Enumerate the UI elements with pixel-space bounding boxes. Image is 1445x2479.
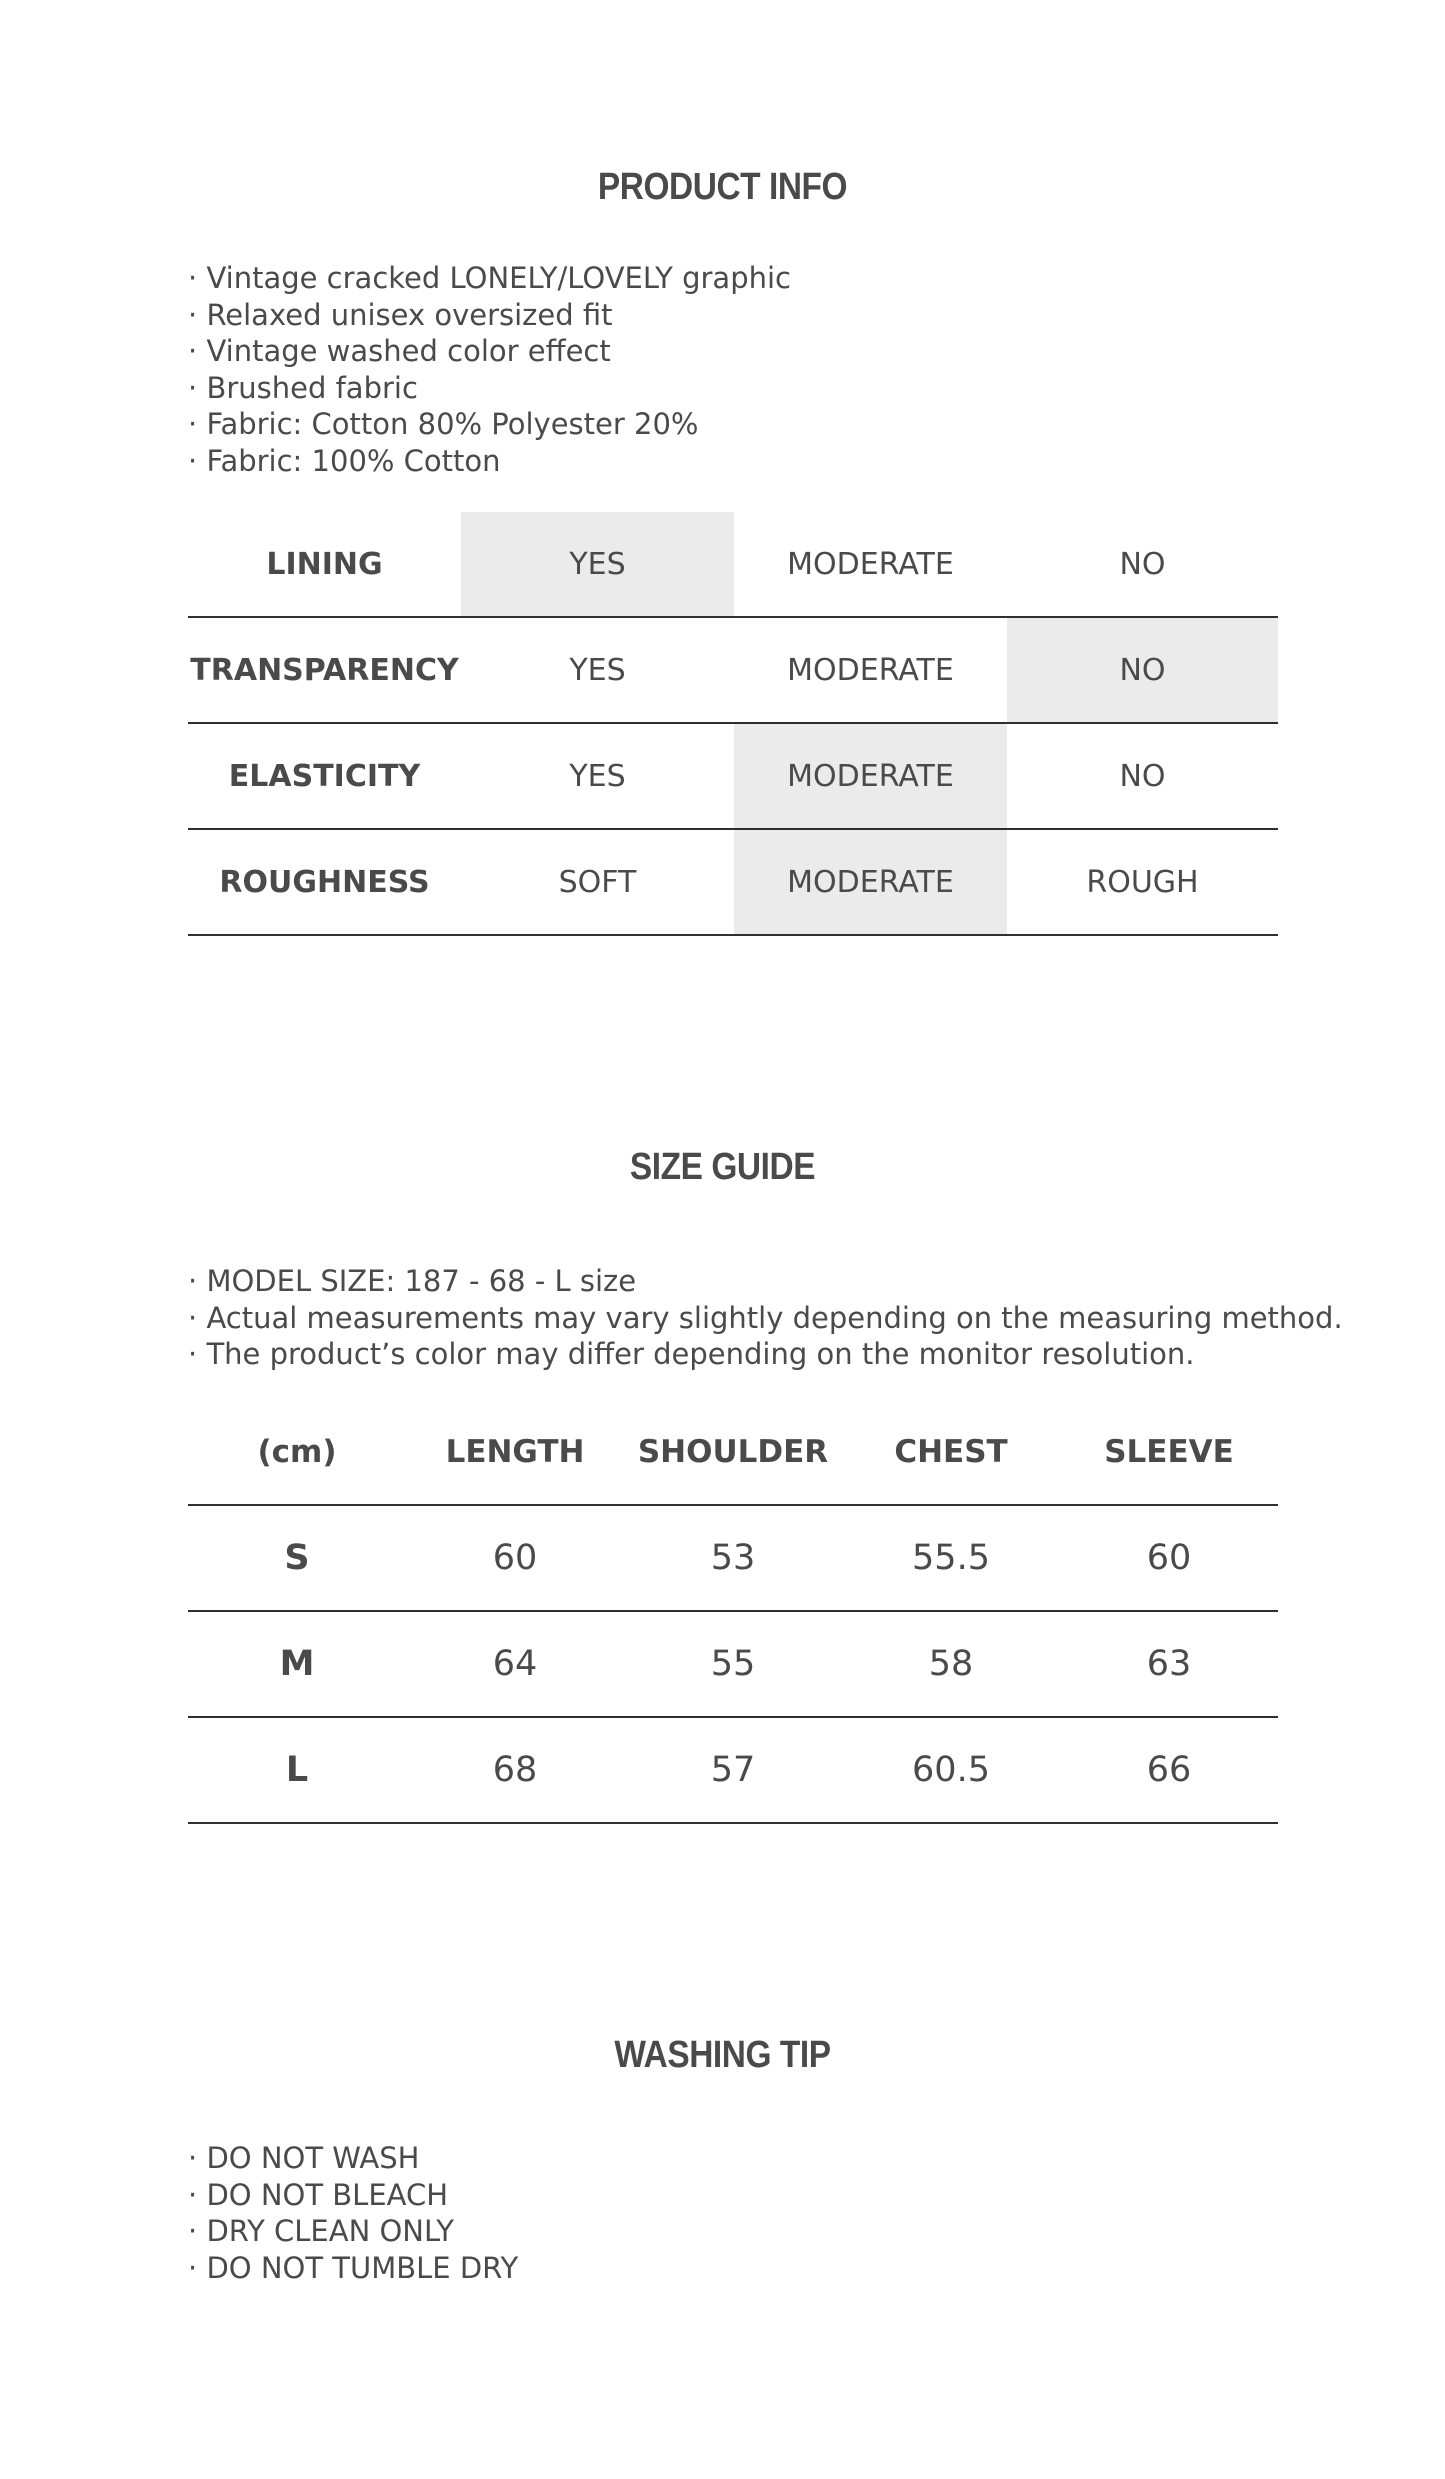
list-item: · Relaxed unisex oversized fit bbox=[188, 297, 791, 334]
measurement-cell: 64 bbox=[406, 1611, 624, 1717]
measurement-cell: 66 bbox=[1060, 1717, 1278, 1823]
washing-tip-list bbox=[188, 2140, 518, 2286]
column-header-unit: (cm) bbox=[188, 1400, 406, 1505]
attribute-label-roughness: ROUGHNESS bbox=[188, 829, 461, 935]
table-row bbox=[188, 512, 1278, 617]
attribute-label-elasticity: ELASTICITY bbox=[188, 723, 461, 829]
list-item: · DRY CLEAN ONLY bbox=[188, 2213, 518, 2250]
option-cell: SOFT bbox=[461, 829, 734, 935]
column-header-length: LENGTH bbox=[406, 1400, 624, 1505]
option-cell: MODERATE bbox=[734, 617, 1007, 723]
list-item: · Actual measurements may vary slightly depending on the measuring method. bbox=[188, 1300, 1343, 1337]
list-item: · DO NOT WASH bbox=[188, 2140, 518, 2177]
size-chart-table bbox=[188, 1400, 1278, 1824]
option-cell: MODERATE bbox=[734, 829, 1007, 935]
size-label: S bbox=[188, 1505, 406, 1611]
measurement-cell: 55 bbox=[624, 1611, 842, 1717]
fabric-attributes-table bbox=[188, 512, 1278, 936]
list-item: · Fabric: 100% Cotton bbox=[188, 443, 791, 480]
option-cell: ROUGH bbox=[1007, 829, 1278, 935]
measurement-cell: 57 bbox=[624, 1717, 842, 1823]
option-cell: NO bbox=[1007, 512, 1278, 617]
measurement-cell: 53 bbox=[624, 1505, 842, 1611]
option-cell: YES bbox=[461, 723, 734, 829]
list-item: · DO NOT TUMBLE DRY bbox=[188, 2250, 518, 2287]
list-item: · Fabric: Cotton 80% Polyester 20% bbox=[188, 406, 791, 443]
measurement-cell: 60 bbox=[1060, 1505, 1278, 1611]
list-item: · Brushed fabric bbox=[188, 370, 791, 407]
washing-tip-title: WASHING TIP bbox=[614, 2034, 831, 2076]
measurement-cell: 60 bbox=[406, 1505, 624, 1611]
measurement-cell: 58 bbox=[842, 1611, 1060, 1717]
table-header-row bbox=[188, 1400, 1278, 1505]
table-row bbox=[188, 1717, 1278, 1823]
option-cell: NO bbox=[1007, 617, 1278, 723]
table-row bbox=[188, 829, 1278, 935]
option-cell: MODERATE bbox=[734, 723, 1007, 829]
option-cell: YES bbox=[461, 617, 734, 723]
attribute-label-lining: LINING bbox=[188, 512, 461, 617]
product-info-title: PRODUCT INFO bbox=[597, 166, 848, 208]
table-row bbox=[188, 723, 1278, 829]
list-item: · The product’s color may differ depending on the monitor resolution. bbox=[188, 1336, 1343, 1373]
column-header-chest: CHEST bbox=[842, 1400, 1060, 1505]
option-cell: NO bbox=[1007, 723, 1278, 829]
attribute-label-transparency: TRANSPARENCY bbox=[188, 617, 461, 723]
list-item: · Vintage cracked LONELY/LOVELY graphic bbox=[188, 260, 791, 297]
size-guide-title: SIZE GUIDE bbox=[629, 1146, 816, 1188]
size-label: L bbox=[188, 1717, 406, 1823]
measurement-cell: 55.5 bbox=[842, 1505, 1060, 1611]
option-cell: MODERATE bbox=[734, 512, 1007, 617]
size-label: M bbox=[188, 1611, 406, 1717]
measurement-cell: 60.5 bbox=[842, 1717, 1060, 1823]
product-info-list bbox=[188, 260, 791, 479]
list-item: · MODEL SIZE: 187 - 68 - L size bbox=[188, 1263, 1343, 1300]
measurement-cell: 68 bbox=[406, 1717, 624, 1823]
column-header-sleeve: SLEEVE bbox=[1060, 1400, 1278, 1505]
column-header-shoulder: SHOULDER bbox=[624, 1400, 842, 1505]
list-item: · DO NOT BLEACH bbox=[188, 2177, 518, 2214]
table-row bbox=[188, 617, 1278, 723]
size-guide-notes bbox=[188, 1263, 1343, 1373]
list-item: · Vintage washed color effect bbox=[188, 333, 791, 370]
measurement-cell: 63 bbox=[1060, 1611, 1278, 1717]
table-row bbox=[188, 1611, 1278, 1717]
option-cell: YES bbox=[461, 512, 734, 617]
table-row bbox=[188, 1505, 1278, 1611]
